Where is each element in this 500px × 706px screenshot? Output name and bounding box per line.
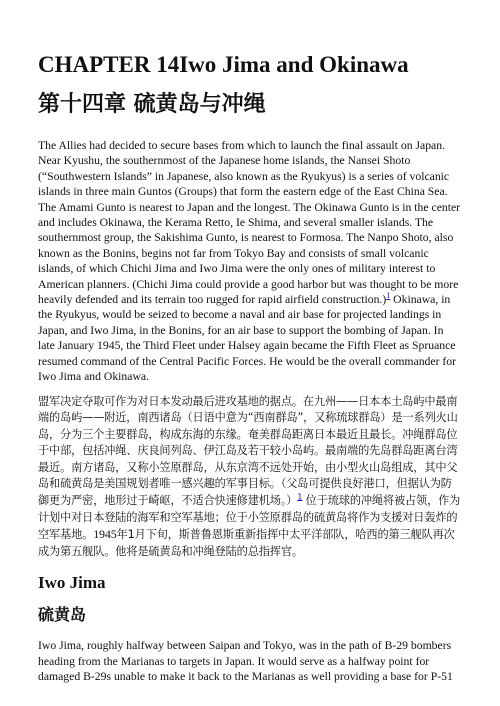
intro-paragraph-zh [38,394,462,561]
section-paragraph-en: Iwo Jima, roughly halfway between Saipan and Tokyo, was in the path of B-29 bombers heading from the Marianas to targets in Japan. It would serve as a halfway point for damaged B-29s unable to make it back to the Marianas as well providing a base for P-51 [38,639,453,684]
intro-zh-year: 1945 [93,527,117,542]
chapter-title-en: CHAPTER 14Iwo Jima and Okinawa [38,52,409,77]
section-title-zh: 硫黄岛 [38,605,87,625]
chapter-title-zh: 第十四章 硫黄岛与冲绳 [38,92,266,117]
intro-zh-text-1: 盟军决定夺取可作为对日本发动最后进攻基地的据点。在九州——日本本土岛屿中最南端的岛屿——附近，南西诸岛（日语中意为“西南群岛”，又称琉球群岛）是一系列火山岛，分为三个主要群岛，构成东海的东缘。奄美群岛距离日本最近且最长。冲绳群岛位于中部，包括冲绳、庆良间列岛、伊江岛及若干较小岛屿。最南端的先岛群岛距离台湾最近。南方诸岛，又称小笠原群岛，从东京湾不远处开始，由小型火山岛组成，其中父岛和硫黄岛是美国规划者唯一感兴趣的军事目标。（父岛可提供良好港口，但据认为防御更为严密，地形过于崎岖，不适合快速修建机场。） [38,394,458,508]
intro-zh-text-3: 年1月下旬，斯普鲁恩斯重新指挥中太平洋部队，哈西的第三舰队再次成为第五舰队。他将是硫黄岛和冲绳登陆的总指挥官。 [38,528,455,558]
intro-en-text-2: Okinawa, in the Ryukyus, would be seized to become a naval and air base for projected landings in Japan, and Iwo Jima, in the Bonins, for an air base to support the bombing of Japan. In late January 1945, the Third Fleet under Halsey again became the Fifth Fleet as Spruance resumed command of the Central Pacific Forces. He would be the overall commander for Iwo Jima and Okinawa. [38,293,457,384]
footnote-link[interactable]: 1 [297,492,303,502]
section-title-en: Iwo Jima [38,573,106,593]
intro-en-text-1: The Allies had decided to secure bases from which to launch the final assault on Japan. Near Kyushu, the southernmost of the Japanese home islands, the Nansei Shoto (“Southwestern Islands” in Japanese, also known as the Ryukyus) is a series of volcanic islands in three main Guntos (Groups) that form the eastern edge of the East China Sea. The Amami Gunto is nearest to Japan and the longest. The Okinawa Gunto is in the center and includes Okinawa, the Kerama Retto, Ie Shima, and several smaller islands. The southernmost group, the Sakishima Gunto, is nearest to Formosa. The Nanpo Shoto, also known as the Bonins, begins not far from Tokyo Bay and consists of small volcanic islands, of which Chichi Jima and Iwo Jima were the only ones of military interest to American planners. (Chichi Jima could provide a good harbor but was thought to be more heavily defended and its terrain too rugged for rapid airfield construction.) [38,139,461,307]
footnote-link[interactable]: 1 [386,291,391,301]
document-page [38,50,462,694]
intro-paragraph-en [38,138,462,385]
intro-zh-text-2: 位于琉球的冲绳将被占领，作为计划中对日本登陆的海军和空军基地；位于小笠原群岛的硫黄岛将作为支援对日轰炸的空军基地。 [38,494,461,542]
